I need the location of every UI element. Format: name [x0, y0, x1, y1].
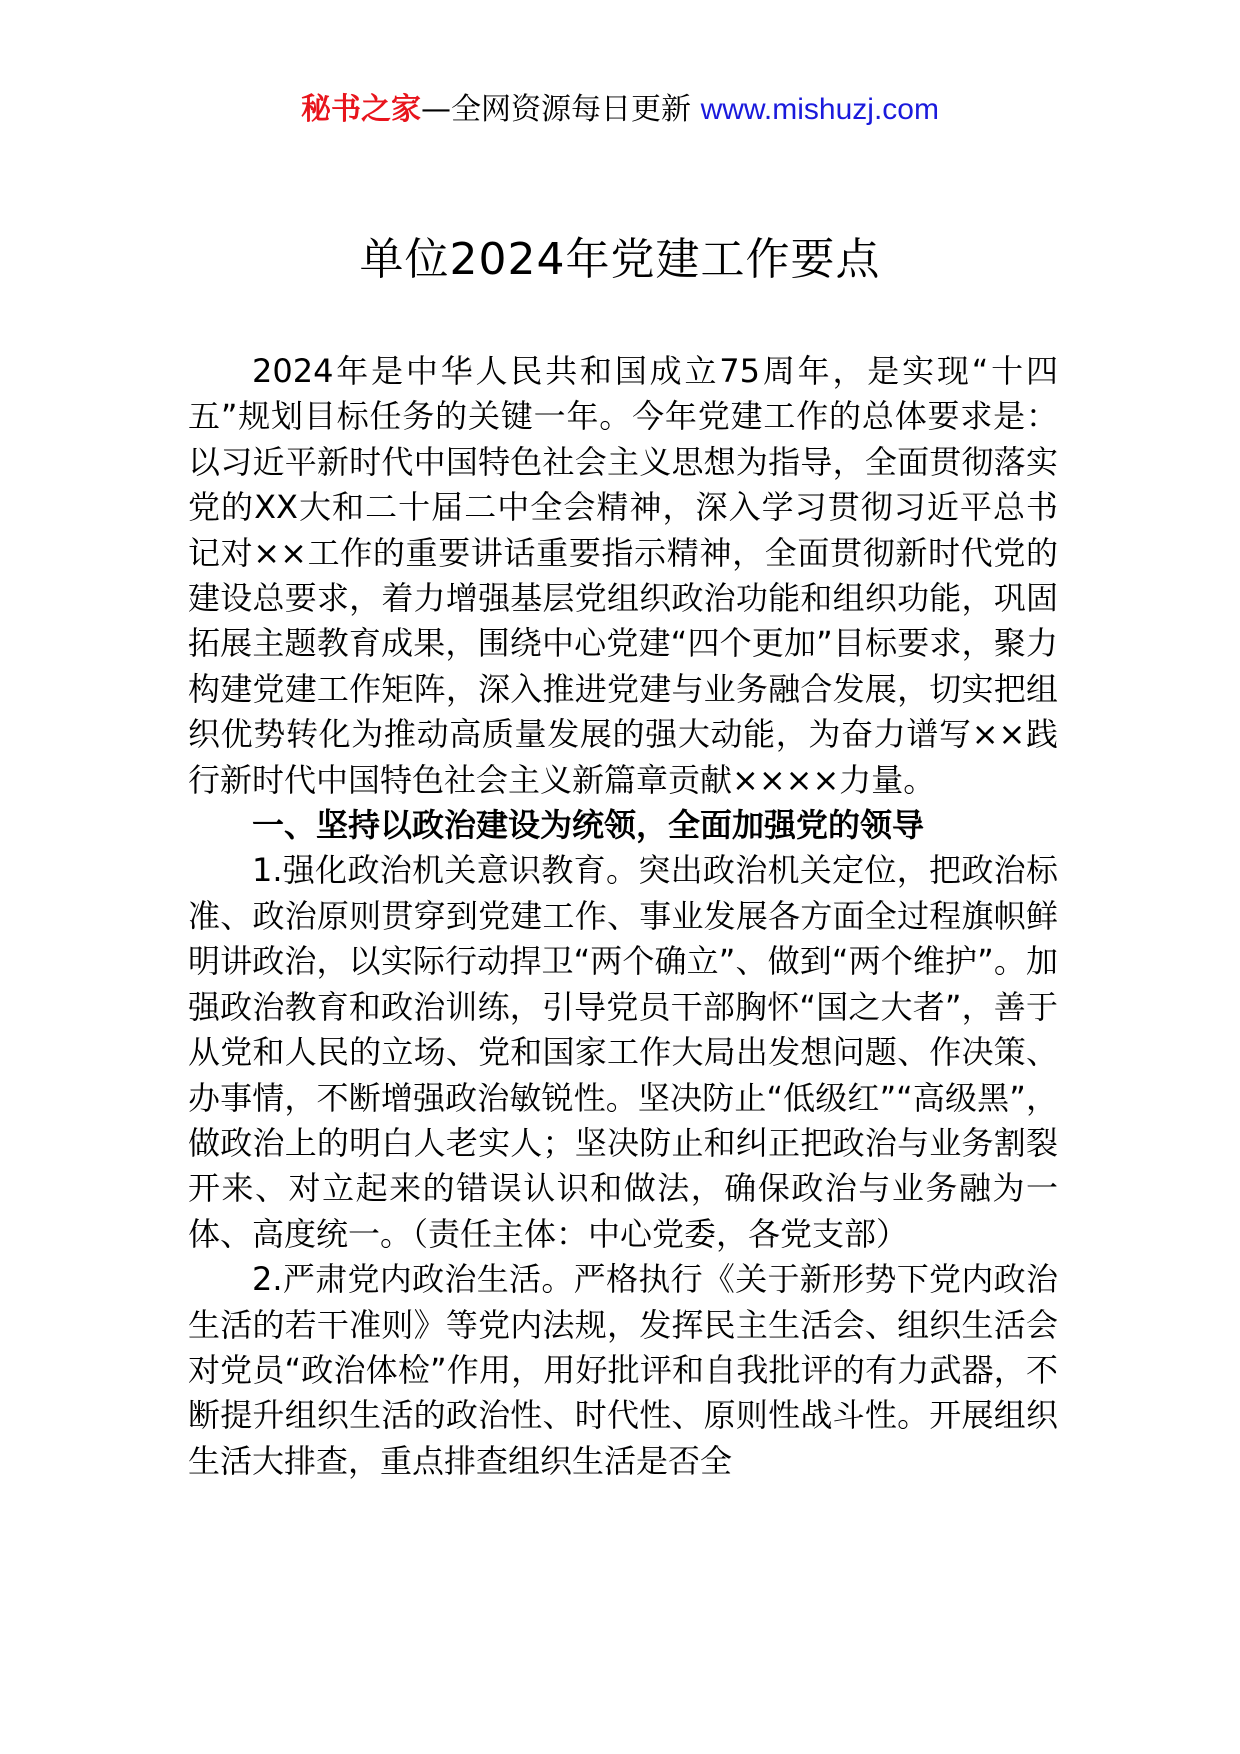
site-url-link[interactable]: www.mishuzj.com: [700, 93, 939, 126]
document-body: [188, 349, 1058, 1484]
site-brand: 秘书之家: [301, 92, 422, 127]
item-paragraph: 1.强化政治机关意识教育。突出政治机关定位，把政治标准、政治原则贯穿到党建工作、事业发展各方面全过程旗帜鲜明讲政治，以实际行动捍卫“两个确立”、做到“两个维护”。加强政治教育和政治训练，引导党员干部胸怀“国之大者”，善于从党和人民的立场、党和国家工作大局出发想问题、作决策、办事情，不断增强政治敏锐性。坚决防止“低级红”“高级黑”，做政治上的明白人老实人；坚决防止和纠正把政治与业务割裂开来、对立起来的错误认识和做法，确保政治与业务融为一体、高度统一。（责任主体：中心党委，各党支部）: [188, 851, 1058, 1253]
document-title: 单位2024年党建工作要点: [359, 234, 881, 285]
item-paragraph: 2.严肃党内政治生活。严格执行《关于新形势下党内政治生活的若干准则》等党内法规，发挥民主生活会、组织生活会对党员“政治体检”作用，用好批评和自我批评的有力武器，不断提升组织生活的政治性、时代性、原则性战斗性。开展组织生活大排查，重点排查组织生活是否全: [188, 1260, 1058, 1480]
intro-paragraph: 2024年是中华人民共和国成立75周年，是实现“十四五”规划目标任务的关键一年。今年党建工作的总体要求是：以习近平新时代中国特色社会主义思想为指导，全面贯彻落实党的XX大和二十届二中全会精神，深入学习贯彻习近平总书记对××工作的重要讲话重要指示精神，全面贯彻新时代党的建设总要求，着力增强基层党组织政治功能和组织功能，巩固拓展主题教育成果，围绕中心党建“四个更加”目标要求，聚力构建党建工作矩阵，深入推进党建与业务融合发展，切实把组织优势转化为推动高质量发展的强大动能，为奋力谱写××践行新时代中国特色社会主义新篇章贡献××××力量。: [188, 352, 1058, 799]
site-tagline: —全网资源每日更新: [421, 92, 701, 127]
site-header: [0, 90, 1240, 130]
section-heading: 一、坚持以政治建设为统领，全面加强党的领导: [252, 806, 925, 845]
